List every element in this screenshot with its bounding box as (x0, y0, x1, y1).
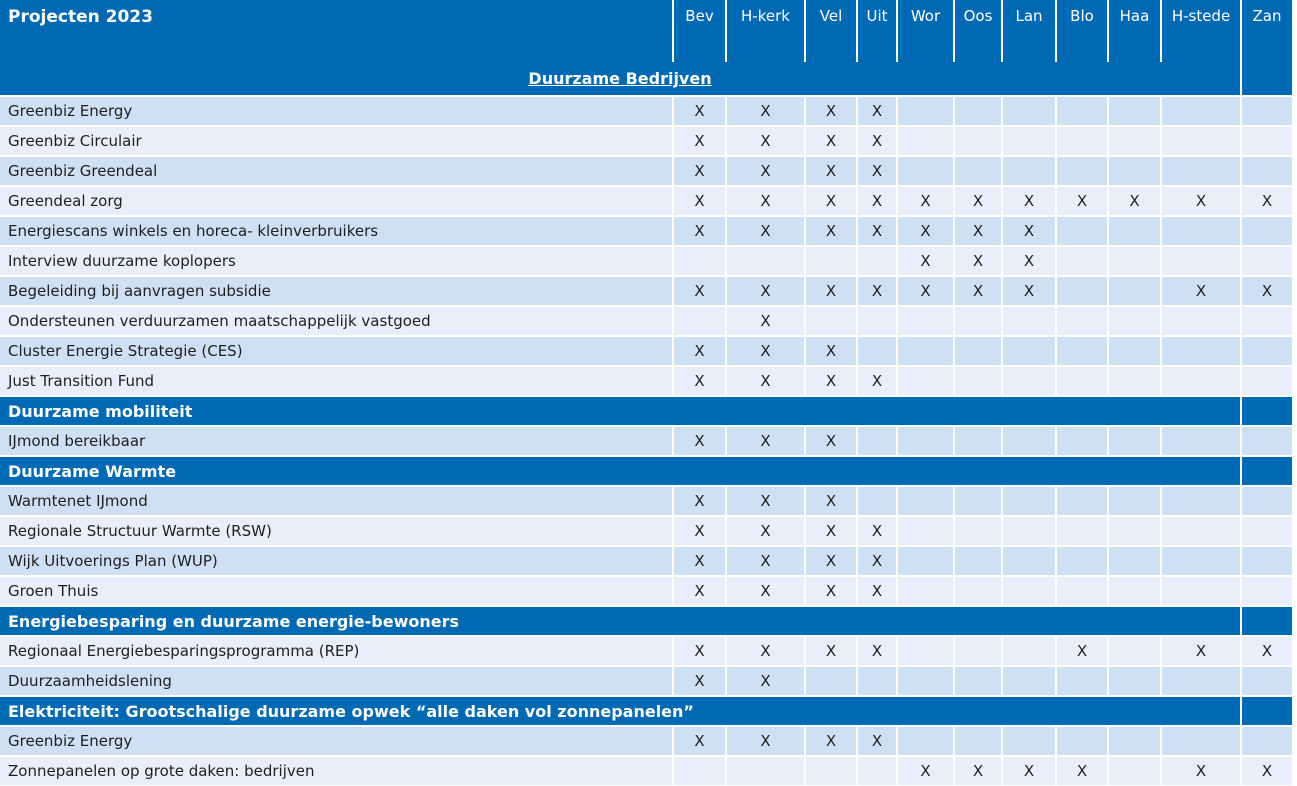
empty-cell-wor (898, 337, 953, 365)
mark-cell-uit: X (858, 367, 896, 395)
mark-cell-vel: X (806, 187, 856, 215)
column-header-h-kerk: H-kerk (727, 0, 804, 62)
header-row (0, 0, 1292, 62)
empty-cell-blo (1057, 127, 1107, 155)
empty-cell-blo (1057, 157, 1107, 185)
empty-cell-h-stede (1162, 127, 1240, 155)
empty-cell-haa (1109, 547, 1160, 575)
row-label: Greenbiz Energy (0, 97, 672, 125)
mark-cell-bev: X (674, 487, 725, 515)
mark-cell-bev: X (674, 427, 725, 455)
mark-cell-lan: X (1003, 277, 1055, 305)
row-label: Greendeal zorg (0, 187, 672, 215)
section-row-end-cell (1242, 697, 1292, 725)
table-row (0, 637, 1292, 665)
empty-cell-blo (1057, 307, 1107, 335)
column-header-blo: Blo (1057, 0, 1107, 62)
empty-cell-zan (1242, 367, 1292, 395)
mark-cell-vel: X (806, 547, 856, 575)
empty-cell-wor (898, 307, 953, 335)
empty-cell-uit (858, 247, 896, 275)
table-row (0, 667, 1292, 695)
mark-cell-uit: X (858, 277, 896, 305)
empty-cell-blo (1057, 277, 1107, 305)
mark-cell-vel: X (806, 517, 856, 545)
empty-cell-oos (955, 727, 1001, 755)
empty-cell-wor (898, 157, 953, 185)
column-header-h-stede: H-stede (1162, 0, 1240, 62)
empty-cell-h-stede (1162, 217, 1240, 245)
mark-cell-bev: X (674, 517, 725, 545)
section-row (0, 397, 1292, 425)
empty-cell-oos (955, 337, 1001, 365)
empty-cell-uit (858, 427, 896, 455)
section-header: Elektriciteit: Grootschalige duurzame opwek “alle daken vol zonnepanelen” (0, 697, 1240, 725)
column-header-bev: Bev (674, 0, 725, 62)
column-header-vel: Vel (806, 0, 856, 62)
empty-cell-oos (955, 127, 1001, 155)
empty-cell-haa (1109, 667, 1160, 695)
row-label: Begeleiding bij aanvragen subsidie (0, 277, 672, 305)
mark-cell-bev: X (674, 157, 725, 185)
section-row-end-cell (1242, 457, 1292, 485)
mark-cell-uit: X (858, 97, 896, 125)
mark-cell-h-stede: X (1162, 277, 1240, 305)
empty-cell-blo (1057, 247, 1107, 275)
mark-cell-h-kerk: X (727, 577, 804, 605)
mark-cell-bev: X (674, 97, 725, 125)
empty-cell-wor (898, 577, 953, 605)
mark-cell-bev: X (674, 127, 725, 155)
empty-cell-bev (674, 307, 725, 335)
empty-cell-oos (955, 367, 1001, 395)
section-row (0, 607, 1292, 635)
empty-cell-wor (898, 97, 953, 125)
empty-cell-haa (1109, 427, 1160, 455)
empty-cell-h-kerk (727, 757, 804, 785)
table-row (0, 217, 1292, 245)
empty-cell-h-stede (1162, 427, 1240, 455)
mark-cell-h-kerk: X (727, 487, 804, 515)
empty-cell-vel (806, 247, 856, 275)
empty-cell-h-stede (1162, 547, 1240, 575)
empty-cell-lan (1003, 157, 1055, 185)
empty-cell-wor (898, 367, 953, 395)
mark-cell-vel: X (806, 97, 856, 125)
mark-cell-zan: X (1242, 277, 1292, 305)
mark-cell-oos: X (955, 247, 1001, 275)
empty-cell-wor (898, 547, 953, 575)
empty-cell-zan (1242, 517, 1292, 545)
mark-cell-wor: X (898, 217, 953, 245)
empty-cell-vel (806, 307, 856, 335)
section-header: Energiebesparing en duurzame energie-bewoners (0, 607, 1240, 635)
mark-cell-uit: X (858, 517, 896, 545)
table-row (0, 277, 1292, 305)
row-label: IJmond bereikbaar (0, 427, 672, 455)
section-row-end-cell (1242, 397, 1292, 425)
row-label: Greenbiz Energy (0, 727, 672, 755)
empty-cell-lan (1003, 727, 1055, 755)
empty-cell-haa (1109, 637, 1160, 665)
mark-cell-h-kerk: X (727, 667, 804, 695)
mark-cell-vel: X (806, 127, 856, 155)
mark-cell-zan: X (1242, 757, 1292, 785)
mark-cell-bev: X (674, 337, 725, 365)
empty-cell-uit (858, 487, 896, 515)
mark-cell-oos: X (955, 217, 1001, 245)
empty-cell-h-stede (1162, 157, 1240, 185)
empty-cell-lan (1003, 577, 1055, 605)
empty-cell-vel (806, 667, 856, 695)
column-header-wor: Wor (898, 0, 953, 62)
mark-cell-vel: X (806, 277, 856, 305)
empty-cell-blo (1057, 727, 1107, 755)
empty-cell-zan (1242, 217, 1292, 245)
empty-cell-oos (955, 577, 1001, 605)
mark-cell-h-kerk: X (727, 427, 804, 455)
mark-cell-uit: X (858, 127, 896, 155)
mark-cell-zan: X (1242, 637, 1292, 665)
table-row (0, 127, 1292, 155)
mark-cell-h-kerk: X (727, 337, 804, 365)
empty-cell-h-stede (1162, 97, 1240, 125)
table-row (0, 487, 1292, 515)
empty-cell-wor (898, 517, 953, 545)
mark-cell-h-kerk: X (727, 637, 804, 665)
column-header-haa: Haa (1109, 0, 1160, 62)
mark-cell-vel: X (806, 217, 856, 245)
empty-cell-zan (1242, 97, 1292, 125)
empty-cell-uit (858, 667, 896, 695)
empty-cell-lan (1003, 337, 1055, 365)
empty-cell-haa (1109, 127, 1160, 155)
empty-cell-zan (1242, 667, 1292, 695)
row-label: Duurzaamheidslening (0, 667, 672, 695)
empty-cell-blo (1057, 337, 1107, 365)
mark-cell-h-stede: X (1162, 757, 1240, 785)
row-label: Ondersteunen verduurzamen maatschappelijk vastgoed (0, 307, 672, 335)
empty-cell-h-stede (1162, 487, 1240, 515)
mark-cell-blo: X (1057, 187, 1107, 215)
empty-cell-zan (1242, 337, 1292, 365)
empty-cell-uit (858, 757, 896, 785)
empty-cell-vel (806, 757, 856, 785)
empty-cell-h-stede (1162, 577, 1240, 605)
section-row (0, 697, 1292, 725)
mark-cell-blo: X (1057, 757, 1107, 785)
row-label: Zonnepanelen op grote daken: bedrijven (0, 757, 672, 785)
empty-cell-lan (1003, 667, 1055, 695)
table-row (0, 97, 1292, 125)
empty-cell-h-stede (1162, 307, 1240, 335)
mark-cell-h-kerk: X (727, 157, 804, 185)
row-label: Greenbiz Greendeal (0, 157, 672, 185)
empty-cell-blo (1057, 217, 1107, 245)
mark-cell-h-kerk: X (727, 187, 804, 215)
table-row (0, 367, 1292, 395)
empty-cell-zan (1242, 577, 1292, 605)
mark-cell-vel: X (806, 337, 856, 365)
mark-cell-bev: X (674, 637, 725, 665)
mark-cell-bev: X (674, 367, 725, 395)
mark-cell-uit: X (858, 577, 896, 605)
section-row-end-cell (1242, 607, 1292, 635)
empty-cell-zan (1242, 547, 1292, 575)
empty-cell-oos (955, 637, 1001, 665)
empty-cell-h-stede (1162, 667, 1240, 695)
row-label: Just Transition Fund (0, 367, 672, 395)
mark-cell-bev: X (674, 187, 725, 215)
table-row (0, 427, 1292, 455)
mark-cell-oos: X (955, 757, 1001, 785)
empty-cell-zan (1242, 727, 1292, 755)
mark-cell-uit: X (858, 637, 896, 665)
mark-cell-h-stede: X (1162, 187, 1240, 215)
mark-cell-h-kerk: X (727, 217, 804, 245)
empty-cell-oos (955, 97, 1001, 125)
section-row (0, 457, 1292, 485)
empty-cell-oos (955, 517, 1001, 545)
empty-cell-lan (1003, 547, 1055, 575)
mark-cell-oos: X (955, 277, 1001, 305)
empty-cell-blo (1057, 97, 1107, 125)
empty-cell-haa (1109, 157, 1160, 185)
empty-cell-haa (1109, 727, 1160, 755)
mark-cell-uit: X (858, 157, 896, 185)
empty-cell-wor (898, 667, 953, 695)
mark-cell-bev: X (674, 217, 725, 245)
empty-cell-lan (1003, 367, 1055, 395)
row-label: Cluster Energie Strategie (CES) (0, 337, 672, 365)
empty-cell-oos (955, 427, 1001, 455)
mark-cell-haa: X (1109, 187, 1160, 215)
empty-cell-haa (1109, 307, 1160, 335)
mark-cell-uit: X (858, 217, 896, 245)
empty-cell-blo (1057, 367, 1107, 395)
mark-cell-bev: X (674, 667, 725, 695)
empty-cell-blo (1057, 577, 1107, 605)
empty-cell-h-stede (1162, 337, 1240, 365)
table-row (0, 577, 1292, 605)
mark-cell-wor: X (898, 247, 953, 275)
section-header: Duurzame Warmte (0, 457, 1240, 485)
page-title: Projecten 2023 (0, 0, 672, 62)
table-row (0, 517, 1292, 545)
empty-cell-lan (1003, 487, 1055, 515)
mark-cell-wor: X (898, 187, 953, 215)
mark-cell-h-kerk: X (727, 127, 804, 155)
mark-cell-vel: X (806, 577, 856, 605)
empty-cell-zan (1242, 487, 1292, 515)
row-label: Regionaal Energiebesparingsprogramma (REP) (0, 637, 672, 665)
mark-cell-vel: X (806, 157, 856, 185)
section-header: Duurzame Bedrijven (0, 62, 1240, 95)
mark-cell-vel: X (806, 487, 856, 515)
mark-cell-uit: X (858, 727, 896, 755)
empty-cell-lan (1003, 97, 1055, 125)
table-row (0, 157, 1292, 185)
mark-cell-vel: X (806, 427, 856, 455)
empty-cell-blo (1057, 487, 1107, 515)
empty-cell-haa (1109, 247, 1160, 275)
empty-cell-h-stede (1162, 247, 1240, 275)
empty-cell-lan (1003, 127, 1055, 155)
row-label: Wijk Uitvoerings Plan (WUP) (0, 547, 672, 575)
empty-cell-oos (955, 547, 1001, 575)
mark-cell-h-kerk: X (727, 367, 804, 395)
mark-cell-oos: X (955, 187, 1001, 215)
empty-cell-blo (1057, 667, 1107, 695)
mark-cell-bev: X (674, 547, 725, 575)
empty-cell-wor (898, 127, 953, 155)
empty-cell-haa (1109, 367, 1160, 395)
row-label: Greenbiz Circulair (0, 127, 672, 155)
empty-cell-oos (955, 487, 1001, 515)
mark-cell-vel: X (806, 727, 856, 755)
empty-cell-zan (1242, 127, 1292, 155)
empty-cell-uit (858, 307, 896, 335)
empty-cell-oos (955, 307, 1001, 335)
mark-cell-h-stede: X (1162, 637, 1240, 665)
table-row (0, 187, 1292, 215)
empty-cell-haa (1109, 337, 1160, 365)
column-header-uit: Uit (858, 0, 896, 62)
empty-cell-lan (1003, 637, 1055, 665)
mark-cell-vel: X (806, 637, 856, 665)
section-header: Duurzame mobiliteit (0, 397, 1240, 425)
empty-cell-lan (1003, 427, 1055, 455)
empty-cell-h-stede (1162, 727, 1240, 755)
table-row (0, 727, 1292, 755)
empty-cell-zan (1242, 427, 1292, 455)
empty-cell-blo (1057, 547, 1107, 575)
empty-cell-h-stede (1162, 517, 1240, 545)
mark-cell-h-kerk: X (727, 547, 804, 575)
empty-cell-wor (898, 637, 953, 665)
mark-cell-h-kerk: X (727, 307, 804, 335)
empty-cell-bev (674, 757, 725, 785)
empty-cell-haa (1109, 517, 1160, 545)
mark-cell-h-kerk: X (727, 727, 804, 755)
empty-cell-oos (955, 157, 1001, 185)
mark-cell-lan: X (1003, 217, 1055, 245)
mark-cell-uit: X (858, 547, 896, 575)
table-row (0, 757, 1292, 785)
mark-cell-lan: X (1003, 187, 1055, 215)
mark-cell-h-kerk: X (727, 97, 804, 125)
empty-cell-uit (858, 337, 896, 365)
section-row-end-cell (1242, 62, 1292, 95)
mark-cell-lan: X (1003, 757, 1055, 785)
empty-cell-zan (1242, 307, 1292, 335)
empty-cell-zan (1242, 247, 1292, 275)
empty-cell-h-stede (1162, 367, 1240, 395)
empty-cell-lan (1003, 517, 1055, 545)
empty-cell-haa (1109, 577, 1160, 605)
column-header-oos: Oos (955, 0, 1001, 62)
mark-cell-zan: X (1242, 187, 1292, 215)
empty-cell-blo (1057, 517, 1107, 545)
empty-cell-haa (1109, 217, 1160, 245)
empty-cell-bev (674, 247, 725, 275)
mark-cell-wor: X (898, 757, 953, 785)
mark-cell-vel: X (806, 367, 856, 395)
table-row (0, 547, 1292, 575)
mark-cell-h-kerk: X (727, 277, 804, 305)
empty-cell-haa (1109, 97, 1160, 125)
mark-cell-bev: X (674, 277, 725, 305)
table-row (0, 337, 1292, 365)
mark-cell-blo: X (1057, 637, 1107, 665)
row-label: Warmtenet IJmond (0, 487, 672, 515)
empty-cell-haa (1109, 487, 1160, 515)
empty-cell-blo (1057, 427, 1107, 455)
mark-cell-uit: X (858, 187, 896, 215)
column-header-zan: Zan (1242, 0, 1292, 62)
empty-cell-zan (1242, 157, 1292, 185)
empty-cell-haa (1109, 757, 1160, 785)
empty-cell-h-kerk (727, 247, 804, 275)
empty-cell-wor (898, 427, 953, 455)
row-label: Groen Thuis (0, 577, 672, 605)
mark-cell-bev: X (674, 727, 725, 755)
empty-cell-oos (955, 667, 1001, 695)
empty-cell-wor (898, 487, 953, 515)
table-body (0, 62, 1292, 785)
empty-cell-haa (1109, 277, 1160, 305)
column-header-lan: Lan (1003, 0, 1055, 62)
table-row (0, 307, 1292, 335)
row-label: Regionale Structuur Warmte (RSW) (0, 517, 672, 545)
row-label: Energiescans winkels en horeca- kleinverbruikers (0, 217, 672, 245)
table-row (0, 247, 1292, 275)
section-row (0, 62, 1292, 95)
empty-cell-wor (898, 727, 953, 755)
mark-cell-bev: X (674, 577, 725, 605)
mark-cell-lan: X (1003, 247, 1055, 275)
row-label: Interview duurzame koplopers (0, 247, 672, 275)
mark-cell-h-kerk: X (727, 517, 804, 545)
mark-cell-wor: X (898, 277, 953, 305)
empty-cell-lan (1003, 307, 1055, 335)
